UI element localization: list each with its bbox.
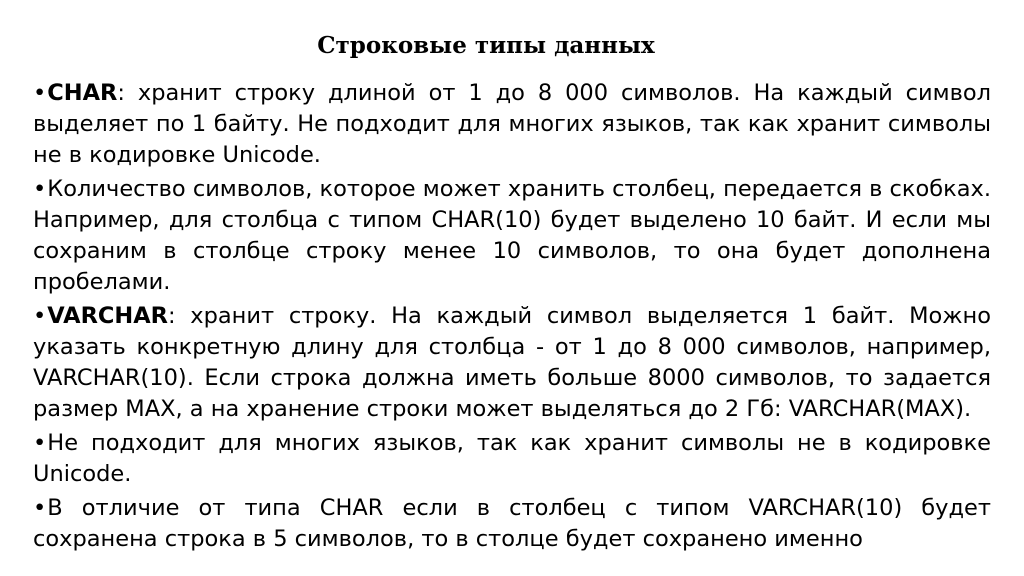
term-char: CHAR — [47, 80, 118, 106]
bullet-item-unicode — [33, 428, 991, 490]
bullet-icon: • — [33, 303, 47, 329]
bullet-item-char — [33, 78, 991, 171]
bullet-item-difference — [33, 493, 991, 555]
bullet-text: : хранит строку. На каждый символ выделяется 1 байт. Можно указать конкретную длину для столбца - от 1 до 8 000 символов, например, VARCHAR(10). Если строка должна иметь больше 8000 символов, то задается размер MAX, а на хранение строки может выделяться до 2 Гб: VARCHAR(MAX). — [33, 303, 991, 422]
bullet-text: : хранит строку длиной от 1 до 8 000 символов. На каждый символ выделяет по 1 байту. Не подходит для многих языков, так как хранит символы не в кодировке Unicode. — [33, 80, 991, 168]
bullet-item-length — [33, 174, 991, 298]
bullet-text: Не подходит для многих языков, так как хранит символы не в кодировке Unicode. — [33, 430, 991, 487]
slide-title: Строковые типы данных — [317, 32, 655, 59]
bullet-text: В отличие от типа CHAR если в столбец с типом VARCHAR(10) будет сохранена строка в 5 символов, то в столце будет сохранено именно — [33, 495, 991, 552]
bullet-text: Количество символов, которое может хранить столбец, передается в скобках. Например, для столбца с типом CHAR(10) будет выделено 10 байт. И если мы сохраним в столбце строку менее 10 символов, то она будет дополнена пробелами. — [33, 176, 991, 295]
bullet-item-varchar — [33, 301, 991, 425]
bullet-icon: • — [33, 176, 47, 202]
bullet-icon: • — [33, 430, 47, 456]
bullet-icon: • — [33, 80, 47, 106]
bullet-icon: • — [33, 495, 47, 521]
bullet-list — [33, 78, 991, 558]
term-varchar: VARCHAR — [47, 303, 168, 329]
